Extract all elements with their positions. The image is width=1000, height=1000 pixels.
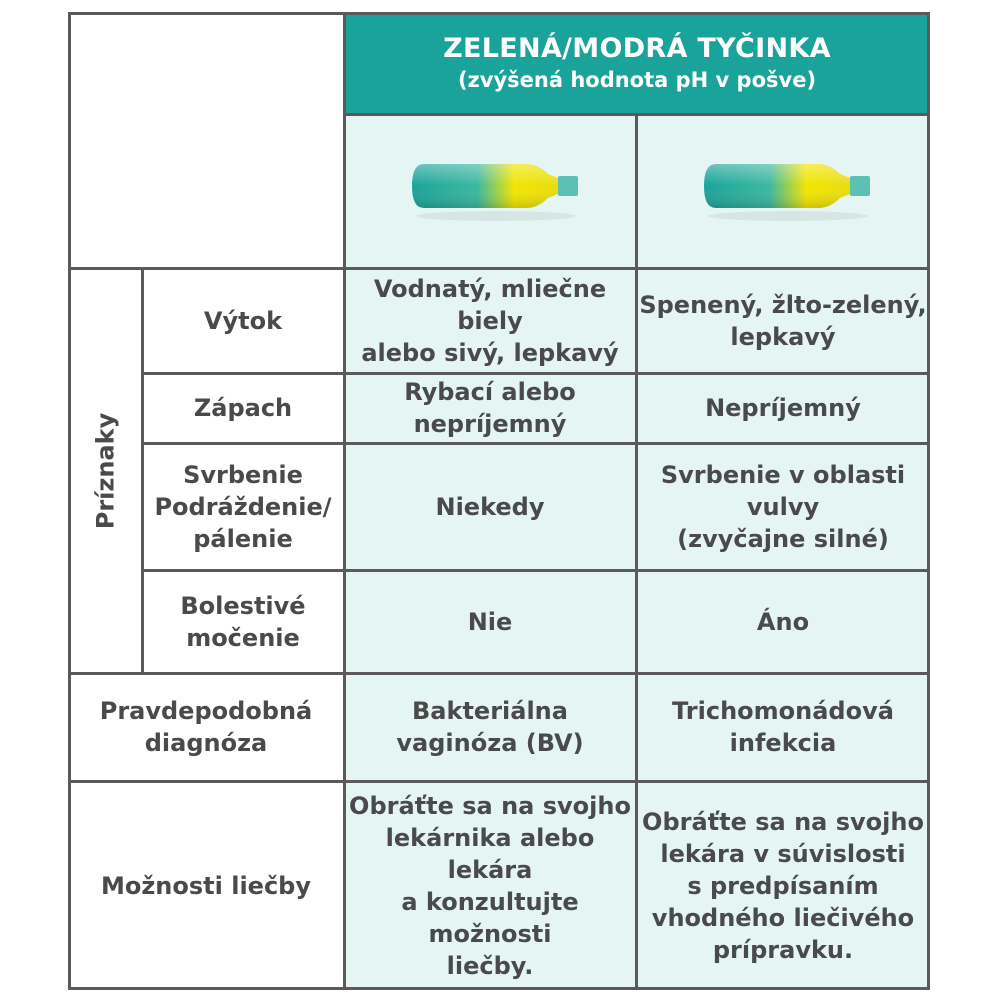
empty-corner-cell	[68, 12, 344, 268]
row-itching-col1: Niekedy	[344, 443, 636, 570]
row-discharge-col2: Spenený, žlto-zelený, lepkavý	[636, 268, 930, 373]
diagnosis-col2: Trichomonádová infekcia	[636, 673, 930, 781]
divider-h-row3	[142, 569, 930, 572]
divider-v-cols	[635, 114, 638, 990]
row-discharge-col1: Vodnatý, mliečne biely alebo sivý, lepkavý	[344, 268, 636, 373]
row-label-odor: Zápach	[142, 373, 344, 443]
divider-v-main	[343, 12, 346, 990]
divider-h-diagnosis	[68, 780, 930, 783]
comparison-table	[68, 12, 930, 990]
treatment-col1: Obráťte sa na svojho lekárnika alebo lekára a konzultujte možnosti liečby.	[344, 781, 636, 990]
border-left	[68, 12, 71, 990]
row-urination-col2: Áno	[636, 570, 930, 673]
symptoms-group-label	[68, 268, 142, 673]
row-urination-col1: Nie	[344, 570, 636, 673]
divider-v-group	[141, 268, 144, 673]
test-stick-icon	[408, 154, 584, 224]
row-itching-col2: Svrbenie v oblasti vulvy (zvyčajne silné)	[636, 443, 930, 570]
border-right	[927, 12, 930, 990]
row-label-painful-urination: Bolestivé močenie	[142, 570, 344, 673]
diagnosis-col1: Bakteriálna vaginóza (BV)	[344, 673, 636, 781]
row-label-discharge: Výtok	[142, 268, 344, 373]
header-cell	[344, 12, 930, 114]
row-odor-col1: Rybací alebo nepríjemný	[344, 373, 636, 443]
row-odor-col2: Nepríjemný	[636, 373, 930, 443]
row-label-diagnosis: Pravdepodobná diagnóza	[68, 673, 344, 781]
border-bottom	[68, 987, 930, 990]
border-top	[68, 12, 930, 15]
divider-h-row2	[142, 442, 930, 445]
symptoms-group-text: Príznaky	[91, 412, 120, 529]
header-subtitle: (zvýšená hodnota pH v pošve)	[457, 68, 817, 92]
stick-image-cell-1	[344, 114, 636, 268]
stick-image-cell-2	[636, 114, 930, 268]
divider-h-header	[344, 113, 930, 116]
divider-h-images	[68, 267, 930, 270]
divider-h-symptoms-end	[68, 672, 930, 675]
test-stick-icon	[700, 154, 876, 224]
treatment-col2: Obráťte sa na svojho lekára v súvislosti s predpísaním vhodného liečivého prípravku.	[636, 781, 930, 990]
row-label-itching: Svrbenie Podráždenie/ pálenie	[142, 443, 344, 570]
row-label-treatment: Možnosti liečby	[68, 781, 344, 990]
divider-h-row1	[142, 372, 930, 375]
header-title: ZELENÁ/MODRÁ TYČINKA	[443, 33, 831, 64]
